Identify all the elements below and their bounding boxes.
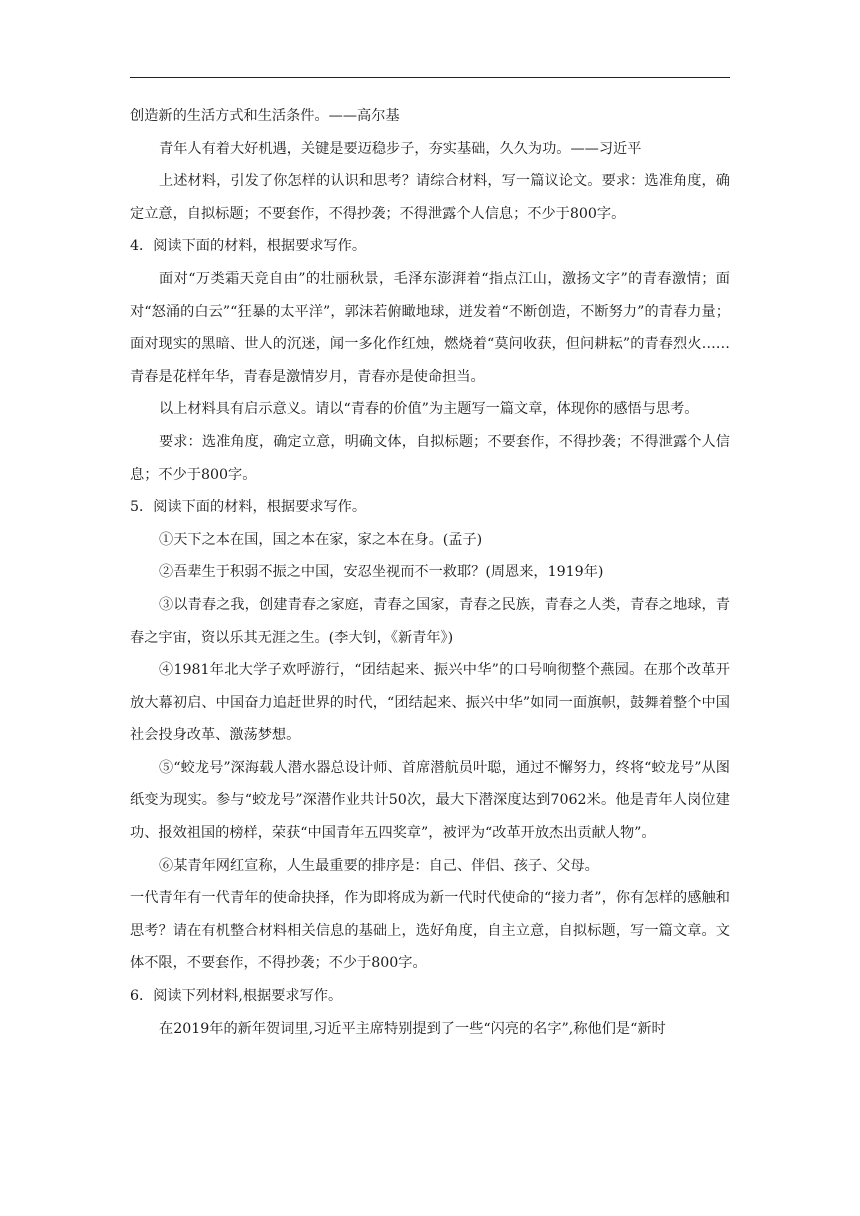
question-heading: 4．阅读下面的材料，根据要求写作。 — [130, 238, 367, 255]
paragraph: 面对“万类霜天竞自由”的壮丽秋景，毛泽东澎湃着“指点江山，激扬文字”的青春激情；面对“怒涌的白云”“狂暴的太平洋”，郭沫若俯瞰地球，迸发着“不断创造，不断努力”的青春力量；面对现实的黑暗、世人的沉迷，闻一多化作红烛，燃烧着“莫问收获，但问耕耘”的青春烈火……青春是花样年华，青春是激情岁月，青春亦是使命担当。 — [130, 270, 730, 385]
paragraph: 以上材料具有启示意义。请以“青春的价值”为主题写一篇文章，体现你的感悟与思考。 — [159, 401, 699, 418]
question-heading: 5．阅读下面的材料，根据要求写作。 — [130, 499, 367, 516]
header-rule — [130, 77, 730, 78]
paragraph: 一代青年有一代青年的使命抉择，作为即将成为新一代时代使命的“接力者”，你有怎样的感触和思考？请在有机整合材料相关信息的基础上，选好角度，自主立意，自拟标题，写一篇文章。文体不限，不要套作，不得抄袭；不少于800字。 — [130, 890, 730, 972]
question-heading: 6．阅读下列材料,根据要求写作。 — [130, 988, 343, 1005]
paragraph: ④1981年北大学子欢呼游行，“团结起来、振兴中华”的口号响彻整个燕园。在那个改革开放大幕初启、中国奋力追赶世界的时代，“团结起来、振兴中华”如同一面旗帜，鼓舞着整个中国社会投身改革、激荡梦想。 — [130, 662, 730, 744]
paragraph: 要求：选准角度，确定立意，明确文体，自拟标题；不要套作，不得抄袭；不得泄露个人信息；不少于800字。 — [130, 433, 730, 483]
paragraph: ①天下之本在国，国之本在家，家之本在身。(孟子) — [159, 531, 483, 548]
document-body — [130, 100, 730, 1045]
paragraph: 上述材料，引发了你怎样的认识和思考？请综合材料，写一篇议论文。要求：选准角度，确定立意，自拟标题；不要套作，不得抄袭；不得泄露个人信息；不少于800字。 — [130, 173, 730, 222]
paragraph: 创造新的生活方式和生活条件。——高尔基 — [130, 108, 400, 124]
paragraph: ②吾辈生于积弱不振之中国，安忍坐视而不一救耶？(周恩来，1919年) — [159, 564, 604, 581]
paragraph: ⑤“蛟龙号”深海载人潜水器总设计师、首席潜航员叶聪，通过不懈努力，终将“蛟龙号”从图纸变为现实。参与“蛟龙号”深潜作业共计50次，最大下潜深度达到7062米。他是青年人岗位建功、报效祖国的榜样，荣获“中国青年五四奖章”，被评为“改革开放杰出贡献人物”。 — [130, 759, 730, 842]
paragraph: ③以青春之我，创建青春之家庭，青春之国家，青春之民族，青春之人类，青春之地球，青春之宇宙，资以乐其无涯之生。(李大钊，《新青年》) — [130, 596, 730, 646]
paragraph: 青年人有着大好机遇，关键是要迈稳步子，夯实基础，久久为功。——习近平 — [159, 140, 642, 157]
paragraph: ⑥某青年网红宣称，人生最重要的排序是：自己、伴侣、孩子、父母。 — [159, 857, 599, 874]
paragraph: 在2019年的新年贺词里,习近平主席特别提到了一些“闪亮的名字”,称他们是“新时 — [159, 1020, 666, 1037]
